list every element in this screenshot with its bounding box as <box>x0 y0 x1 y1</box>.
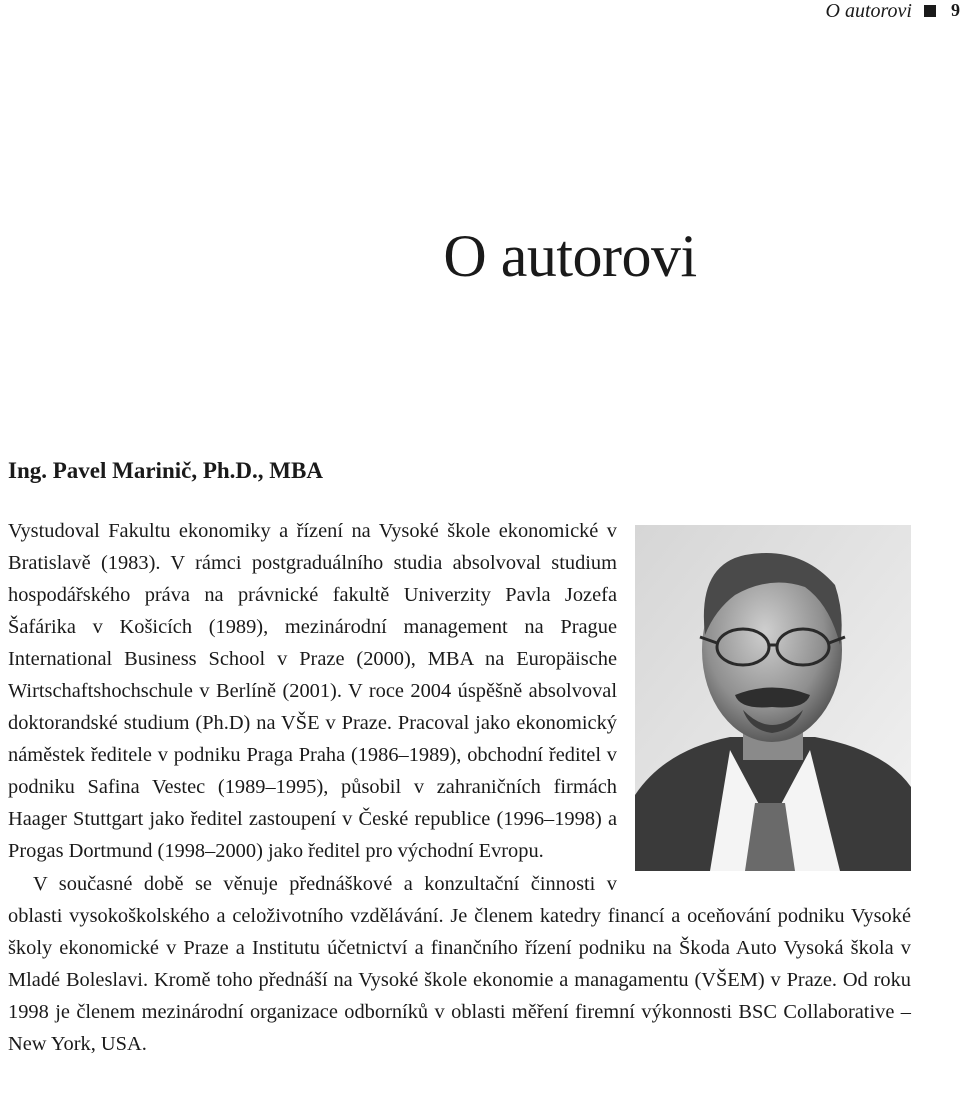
author-portrait-photo <box>635 525 911 871</box>
page-number: 9 <box>951 0 960 20</box>
author-name: Ing. Pavel Marinič, Ph.D., MBA <box>8 458 323 483</box>
bio-paragraph-2: V současné době se věnuje přednáškové a konzultační činnosti v oblasti vysokoškolského a celoživotního vzdělávání. Je členem katedry financí a oceňování podniku Vysoké školy ekonomické v Praze a Institutu účetnictví a finančního řízení podniku na Škoda Auto Vysoká škola v Mladé Boleslavi. Kromě toho přednáší na Vysoké škole ekonomie a managamentu (VŠEM) v Praze. Od roku 1998 je členem mezinárodní organizace odborníků v oblasti měření firemní výkonnosti BSC Collaborative – New York, USA. <box>8 872 911 1055</box>
square-bullet-icon <box>924 5 936 17</box>
chapter-title: O autorovi <box>443 223 697 289</box>
bio-paragraph-1: Vystudoval Fakultu ekonomiky a řízení na Vysoké škole ekonomické v Bratislavě (1983). V rámci postgraduálního studia absolvoval studium hospodářského práva na právnické fakultě Univerzity Pavla Jozefa Šafárika v Košicích (1989), mezinárodní management na Prague International Business School v Praze (2000), MBA na Europäische Wirtschaftshochschule v Berlíně (2001). V roce 2004 úspěšně absolvoval doktorandské studium (Ph.D) na VŠE v Praze. Pracoval jako ekonomický náměstek ředitele v podniku Praga Praha (1986–1989), obchodní ředitel v podniku Safina Vestec (1989–1995), působil v zahraničních firmách Haager Stuttgart jako ředitel zastoupení v České republice (1996–1998) a Progas Dortmund (1998–2000) jako ředitel pro východní Evropu. <box>8 520 617 863</box>
running-header <box>0 0 960 24</box>
running-title: O autorovi <box>825 0 912 22</box>
author-biography <box>8 515 911 1060</box>
